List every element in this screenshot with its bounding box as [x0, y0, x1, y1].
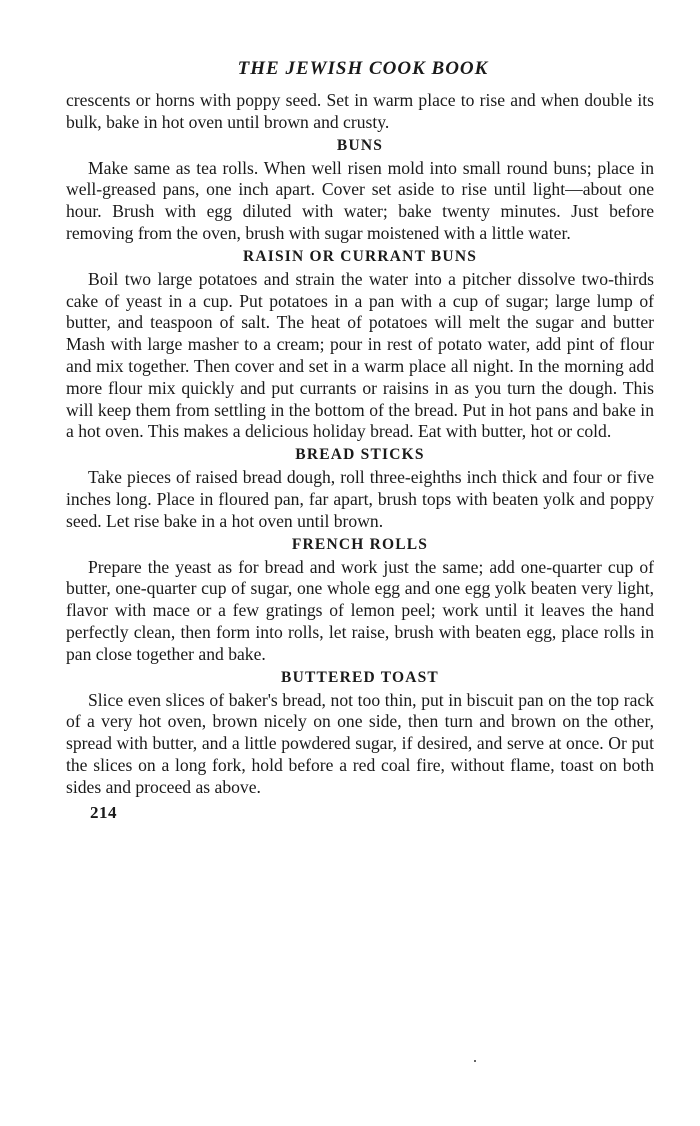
heading-buns: BUNS	[336, 136, 384, 154]
page-number: 214	[90, 802, 117, 822]
continuation-paragraph: crescents or horns with poppy seed. Set in warm place to rise and when double its bulk, bake in hot oven until brown and crusty.	[66, 90, 654, 132]
running-head: THE JEWISH COOK BOOK	[237, 58, 489, 79]
paragraph-bread-sticks: Take pieces of raised bread dough, roll three-eighths inch thick and four or five inches long. Place in floured pan, far apart, brush tops with beaten yolk and poppy seed. Let rise bake in a hot oven until brown.	[66, 467, 654, 531]
heading-raisin-currant-buns: RAISIN OR CURRANT BUNS	[242, 247, 478, 265]
paragraph-buns: Make same as tea rolls. When well risen mold into small round buns; place in well-greased pans, one inch apart. Cover set aside to rise until light—about one hour. Brush with egg diluted with water; bake twenty minutes. Just before removing from the oven, brush with sugar moistened with a little water.	[66, 157, 654, 243]
paragraph-french-rolls: Prepare the yeast as for bread and work just the same; add one-quarter cup of butter, one-quarter cup of sugar, one whole egg and one egg yolk beaten very light, flavor with mace or a few gratings of lemon peel; work until it leaves the hand perfectly clean, then form into rolls, let raise, brush with beaten egg, place rolls in pan close together and bake.	[66, 556, 654, 664]
heading-buttered-toast: BUTTERED TOAST	[281, 668, 439, 686]
heading-french-rolls: FRENCH ROLLS	[291, 535, 429, 553]
paragraph-raisin-currant-buns: Boil two large potatoes and strain the water into a pitcher dissolve two-thirds cake of yeast in a cup. Put potatoes in a pan with a cup of sugar; large lump of butter, and teaspoon of salt. The heat of potatoes will melt the sugar and butter Mash with large masher to a cream; pour in rest of potato water, add pint of flour and mix together. Then cover and set in a warm place all night. In the morning add more flour mix quickly and put currants or raisins in as you turn the dough. This will keep them from settling in the bottom of the bread. Put in hot pans and bake in a hot oven. This makes a delicious holiday bread. Eat with butter, hot or cold.	[66, 268, 654, 442]
heading-bread-sticks: BREAD STICKS	[295, 446, 425, 464]
paragraph-buttered-toast: Slice even slices of baker's bread, not too thin, put in biscuit pan on the top rack of a very hot oven, brown nicely on one side, then turn and brown on the other, spread with butter, and a little powdered sugar, if desired, and serve at once. Or put the slices on a long fork, hold before a red coal fire, without flame, toast on both sides and proceed as above.	[66, 689, 654, 797]
print-speck	[474, 1060, 476, 1062]
book-page	[66, 58, 654, 823]
